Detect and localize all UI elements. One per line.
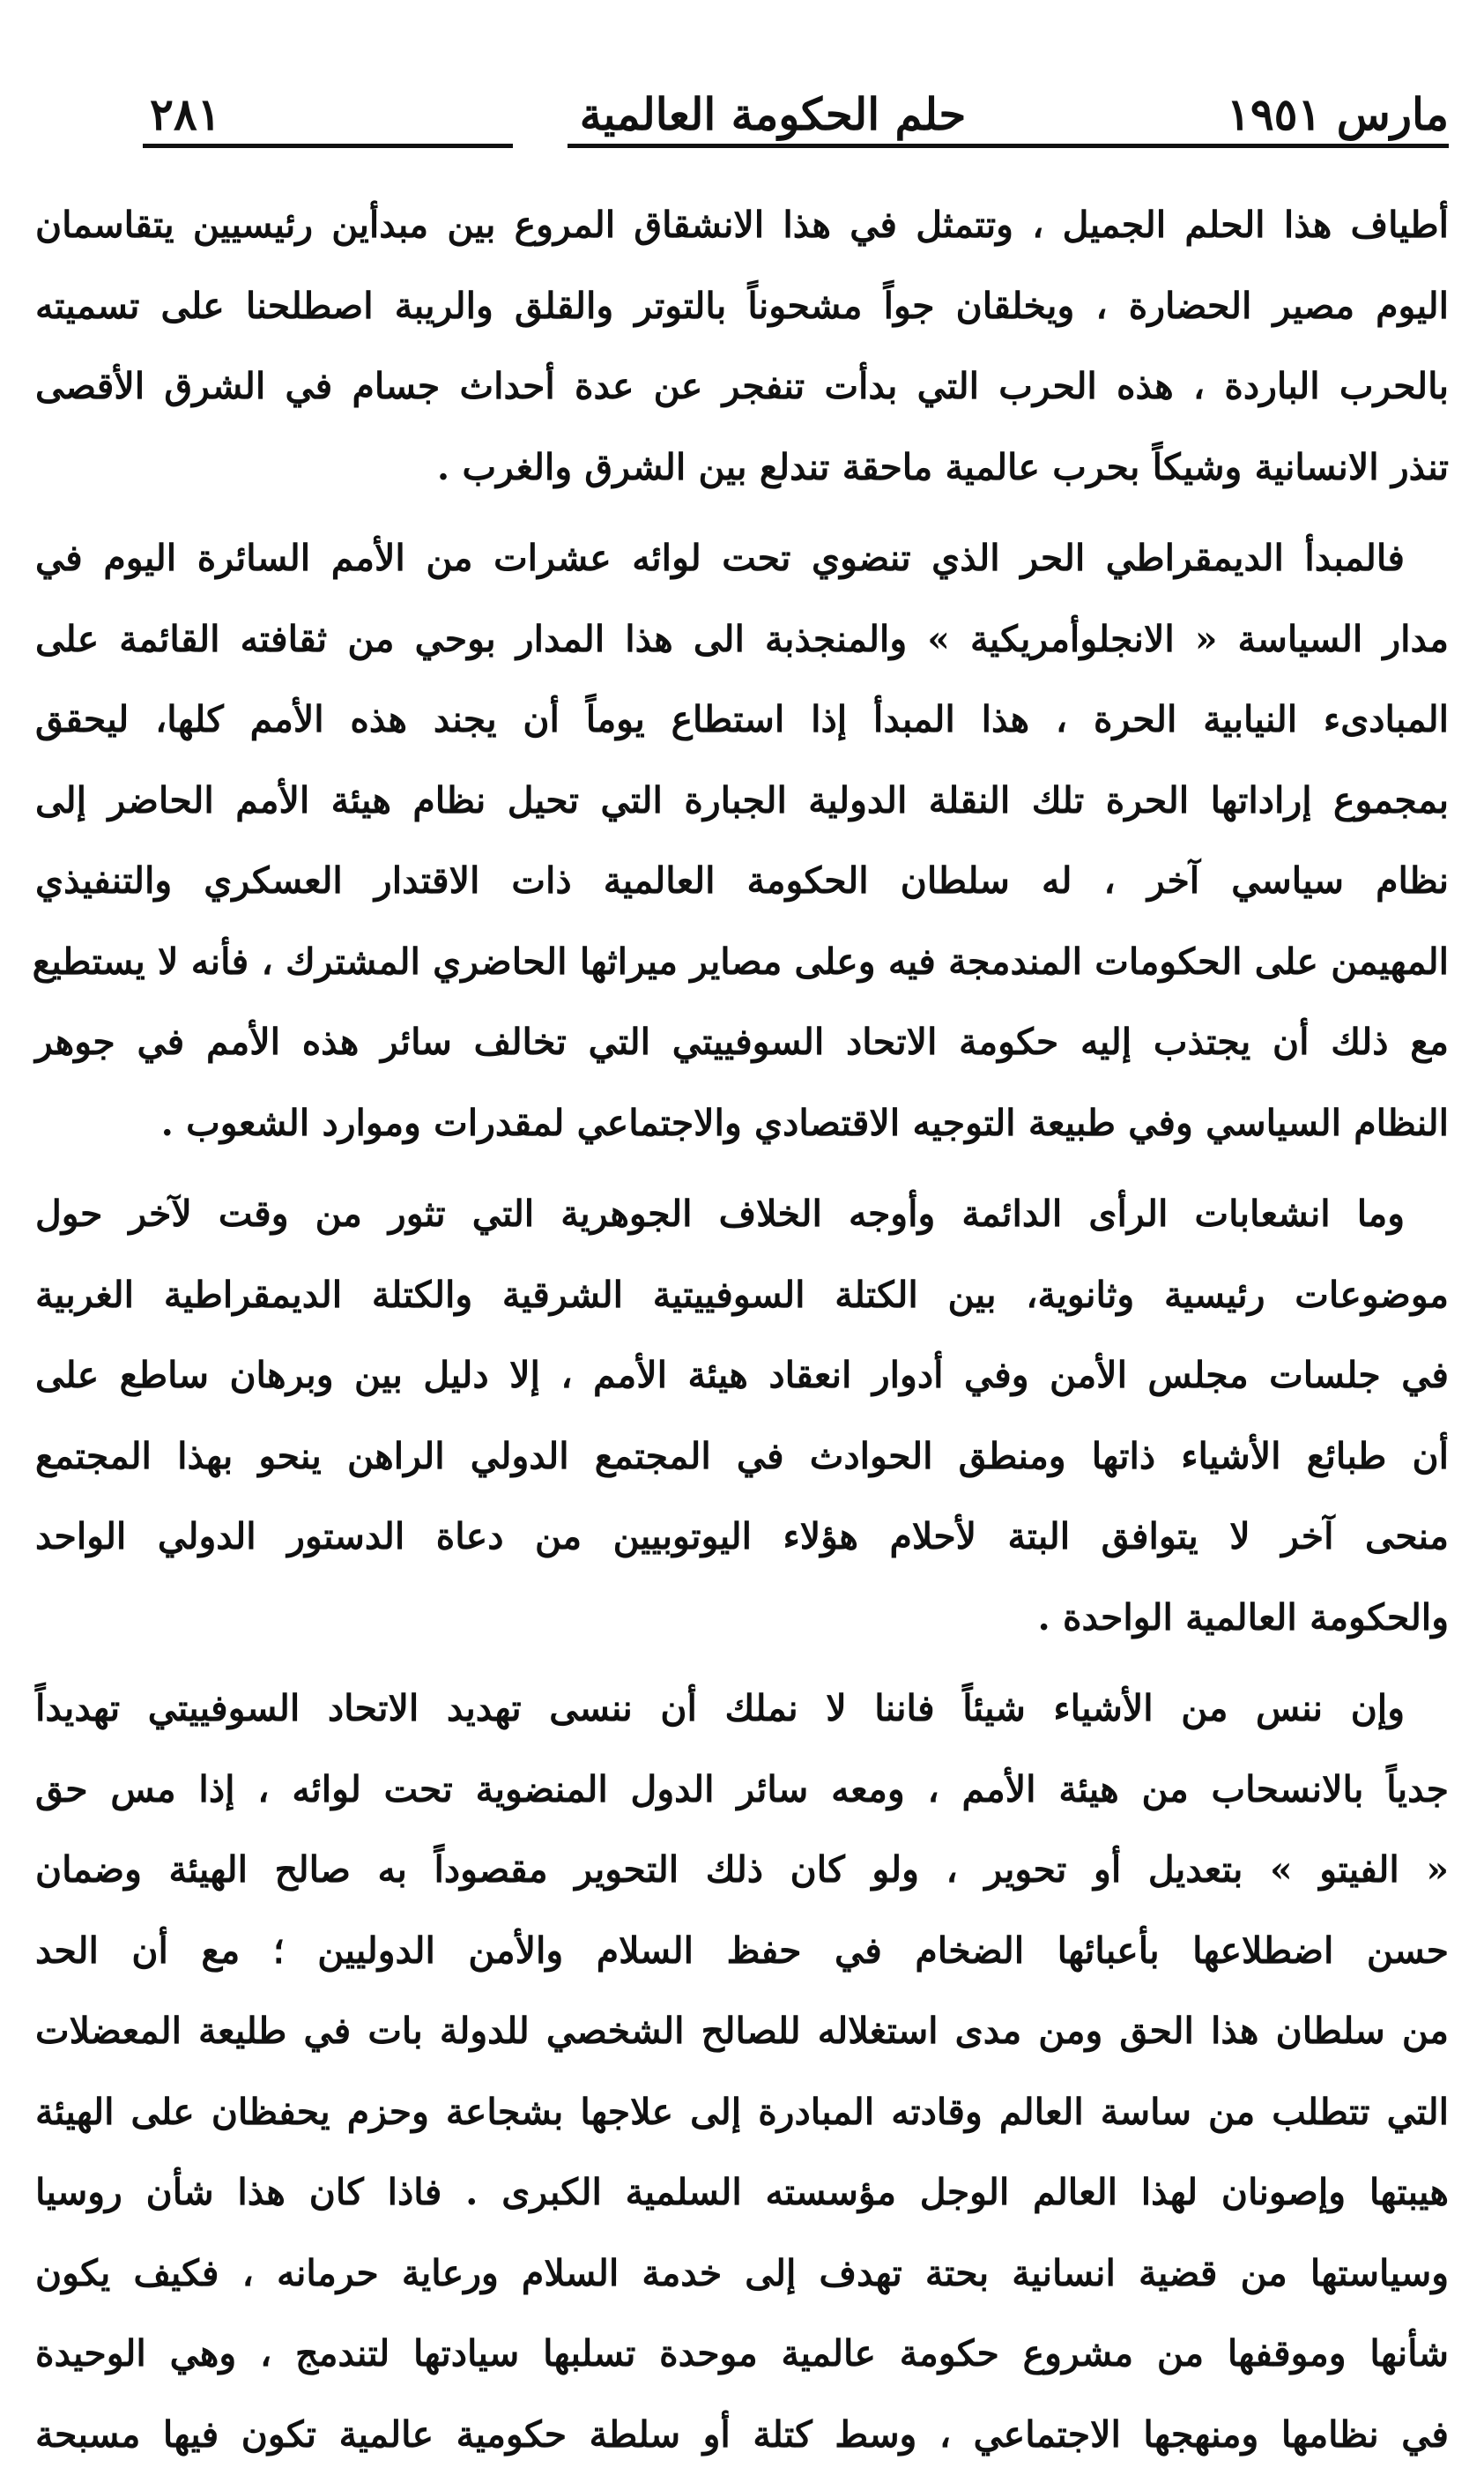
- text-line: من سلطان هذا الحق ومن مدى استغلاله للصالح الشخصي للدولة بات في طليعة المعضلات: [35, 1991, 1449, 2072]
- text-line: نظام سياسي آخر ، له سلطان الحكومة العالمية ذات الاقتدار العسكري والتنفيذي: [35, 841, 1449, 922]
- text-line: والحكومة العالمية الواحدة .: [35, 1578, 1449, 1659]
- text-line: منحى آخر لا يتوافق البتة لأحلام هؤلاء اليوتوبيين من دعاة الدستور الدولي الواحد: [35, 1497, 1449, 1578]
- text-line: هيبتها وإصونان لهذا العالم الوجل مؤسسته السلمية الكبرى . فاذا كان هذا شأن روسيا: [35, 2152, 1449, 2233]
- text-line: « الفيتو » بتعديل أو تحوير ، ولو كان ذلك التحوير مقصوداً به صالح الهيئة وضمان: [35, 1830, 1449, 1911]
- header-rule-left: [143, 144, 513, 148]
- text-line: وما انشعابات الرأى الدائمة وأوجه الخلاف الجوهرية التي تثور من وقت لآخر حول: [35, 1174, 1449, 1255]
- body-text: [35, 185, 1449, 2221]
- text-line: مع ذلك أن يجتذب إليه حكومة الاتحاد السوفييتي التي تخالف سائر هذه الأمم في جوهر: [35, 1002, 1449, 1083]
- page-number: ٢٨١: [150, 79, 221, 150]
- text-line: اليوم مصير الحضارة ، ويخلقان جواً مشحوناً بالتوتر والقلق والريبة اصطلحنا على تسميته: [35, 266, 1449, 347]
- text-line: أن طبائع الأشياء ذاتها ومنطق الحوادث في المجتمع الدولي الراهن ينحو بهذا المجتمع: [35, 1416, 1449, 1498]
- paragraph-1: [35, 185, 1449, 508]
- header-rule-right: [568, 144, 1449, 148]
- text-line: موضوعات رئيسية وثانوية، بين الكتلة السوفييتية الشرقية والكتلة الديمقراطية الغربية: [35, 1255, 1449, 1336]
- text-line: التي تتطلب من ساسة العالم وقادته المبادرة إلى علاجها بشجاعة وحزم يحفظان على الهيئة: [35, 2072, 1449, 2153]
- text-line: بمجموع إراداتها الحرة تلك النقلة الدولية الجبارة التي تحيل نظام هيئة الأمم الحاضر إلى: [35, 761, 1449, 842]
- text-line: شأنها وموقفها من مشروع حكومة عالمية موحدة تسلبها سيادتها لتندمج ، وهي الوحيدة: [35, 2314, 1449, 2395]
- text-line: النظام السياسي وفي طبيعة التوجيه الاقتصادي والاجتماعي لمقدرات وموارد الشعوب .: [35, 1083, 1449, 1164]
- text-line: في نظامها ومنهجها الاجتماعي ، وسط كتلة أو سلطة حكومية عالمية تكون فيها مسبحة: [35, 2395, 1449, 2475]
- text-line: المهيمن على الحكومات المندمجة فيه وعلى مصاير ميراثها الحاضري المشترك ، فأنه لا يستطيع: [35, 922, 1449, 1003]
- text-line: بالحرب الباردة ، هذه الحرب التي بدأت تنفجر عن عدة أحداث جسام في الشرق الأقصى: [35, 346, 1449, 427]
- text-line: تنذر الانسانية وشيكاً بحرب عالمية ماحقة تندلع بين الشرق والغرب .: [35, 427, 1449, 509]
- text-line: وإن ننس من الأشياء شيئاً فاننا لا نملك أن ننسى تهديد الاتحاد السوفييتي تهديداً: [35, 1669, 1449, 1750]
- book-page: [35, 35, 1449, 2221]
- text-line: في جلسات مجلس الأمن وفي أدوار انعقاد هيئة الأمم ، إلا دليل بين وبرهان ساطع على: [35, 1335, 1449, 1416]
- text-line: فالمبدأ الديمقراطي الحر الذي تنضوي تحت لوائه عشرات من الأمم السائرة اليوم في: [35, 518, 1449, 599]
- text-line: مدار السياسة « الانجلوأمريكية » والمنجذبة الى هذا المدار بوحي من ثقافته القائمة على: [35, 599, 1449, 680]
- text-line: وسياستها من قضية انسانية بحتة تهدف إلى خدمة السلام ورعاية حرمانه ، فكيف يكون: [35, 2233, 1449, 2315]
- paragraph-4: [35, 1669, 1449, 2475]
- header-date: مارس ١٩٥١: [1227, 79, 1449, 150]
- text-line: حسن اضطلاعها بأعبائها الضخام في حفظ السلام والأمن الدوليين ؛ مع أن الحد: [35, 1911, 1449, 1992]
- text-line: المبادىء النيابية الحرة ، هذا المبدأ إذا استطاع يوماً أن يجند هذه الأمم كلها، ليحقق: [35, 680, 1449, 761]
- paragraph-2: [35, 518, 1449, 1163]
- text-line: جدياً بالانسحاب من هيئة الأمم ، ومعه سائر الدول المنضوية تحت لوائه ، إذا مس حق: [35, 1750, 1449, 1831]
- paragraph-3: [35, 1174, 1449, 1658]
- header-title: حلم الحكومة العالمية: [580, 79, 967, 150]
- text-line: أطياف هذا الحلم الجميل ، وتتمثل في هذا الانشقاق المروع بين مبدأين رئيسيين يتقاسمان: [35, 185, 1449, 266]
